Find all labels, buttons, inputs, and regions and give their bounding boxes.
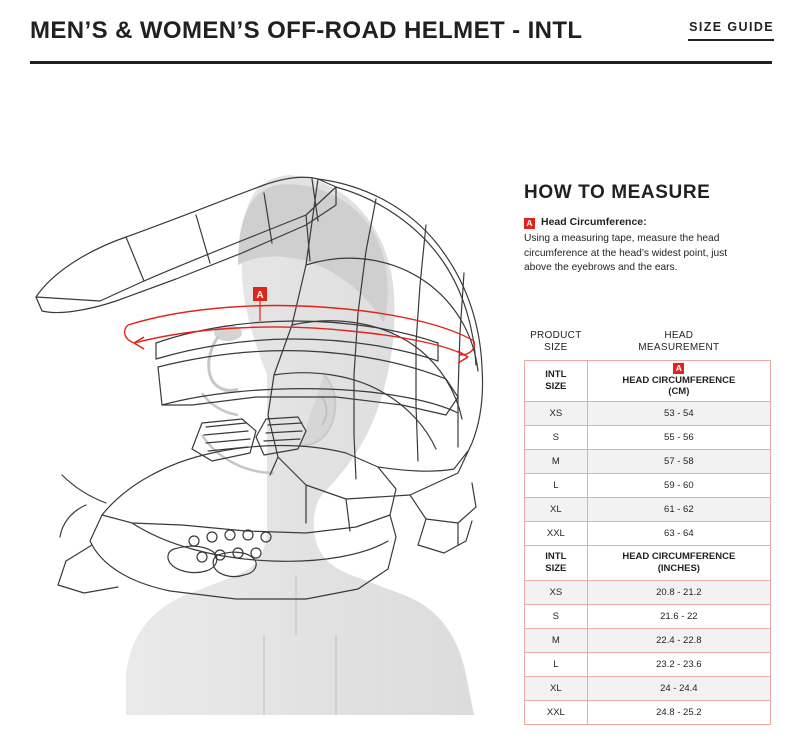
cell-size: S bbox=[525, 604, 588, 628]
cell-size: L bbox=[525, 652, 588, 676]
size-guide-underline bbox=[688, 39, 774, 41]
cell-measurement: 61 - 62 bbox=[587, 497, 770, 521]
cell-size: XS bbox=[525, 401, 588, 425]
subheader-head-circumference-cm-line1: HEAD CIRCUMFERENCE bbox=[622, 374, 736, 386]
cell-size: XXL bbox=[525, 521, 588, 545]
column-header-head-measurement-line1: HEAD bbox=[664, 330, 694, 341]
how-to-measure-panel bbox=[524, 182, 780, 276]
cell-measurement: 22.4 - 22.8 bbox=[587, 628, 770, 652]
badge-a-icon: A bbox=[524, 218, 535, 229]
subheader-intl-size-inches-line1: INTL bbox=[545, 551, 567, 562]
cell-measurement: 53 - 54 bbox=[587, 401, 770, 425]
column-header-product-size-line1: PRODUCT bbox=[530, 330, 582, 341]
table-subheader-inches bbox=[525, 545, 771, 580]
helmet-illustration bbox=[6, 75, 506, 715]
table-row bbox=[525, 700, 771, 724]
cell-size: M bbox=[525, 449, 588, 473]
size-chart-table bbox=[524, 330, 771, 725]
table-row bbox=[525, 449, 771, 473]
table-subheader-cm bbox=[525, 361, 771, 402]
size-guide-label: SIZE GUIDE bbox=[689, 19, 774, 34]
measure-item-head-circumference bbox=[524, 216, 780, 229]
cell-size: S bbox=[525, 425, 588, 449]
cell-measurement: 23.2 - 23.6 bbox=[587, 652, 770, 676]
table-row bbox=[525, 652, 771, 676]
cell-measurement: 20.8 - 21.2 bbox=[587, 580, 770, 604]
column-header-head-measurement bbox=[587, 330, 770, 361]
cell-measurement: 24 - 24.4 bbox=[587, 676, 770, 700]
measure-item-description: Using a measuring tape, measure the head circumference at the head’s widest point, just above the eyebrows and the ears. bbox=[524, 233, 728, 273]
table-row bbox=[525, 580, 771, 604]
size-guide-label-group bbox=[688, 20, 774, 43]
subheader-intl-size-cm-line2: SIZE bbox=[545, 380, 567, 392]
table-row bbox=[525, 604, 771, 628]
subheader-head-circumference-cm bbox=[587, 361, 770, 402]
cell-measurement: 55 - 56 bbox=[587, 425, 770, 449]
column-header-product-size bbox=[525, 330, 588, 361]
table-row bbox=[525, 628, 771, 652]
subheader-intl-size-inches bbox=[525, 545, 588, 580]
subheader-head-circumference-inches-line1: HEAD CIRCUMFERENCE bbox=[622, 551, 736, 562]
cell-size: XS bbox=[525, 580, 588, 604]
cell-measurement: 24.8 - 25.2 bbox=[587, 700, 770, 724]
subheader-intl-size-cm-line1: INTL bbox=[545, 369, 567, 381]
column-header-head-measurement-line2: MEASUREMENT bbox=[638, 342, 720, 353]
cell-measurement: 63 - 64 bbox=[587, 521, 770, 545]
how-to-measure-title: HOW TO MEASURE bbox=[524, 182, 711, 203]
table-row bbox=[525, 401, 771, 425]
table-row bbox=[525, 497, 771, 521]
column-header-product-size-line2: SIZE bbox=[544, 342, 568, 353]
cell-size: XL bbox=[525, 676, 588, 700]
table-row bbox=[525, 425, 771, 449]
measure-item-label: Head Circumference: bbox=[541, 216, 647, 228]
cell-measurement: 59 - 60 bbox=[587, 473, 770, 497]
header-divider bbox=[30, 61, 772, 64]
subheader-intl-size-inches-line2: SIZE bbox=[545, 562, 567, 574]
cell-size: XXL bbox=[525, 700, 588, 724]
table-row bbox=[525, 473, 771, 497]
svg-text:A: A bbox=[256, 290, 264, 301]
cell-size: L bbox=[525, 473, 588, 497]
cell-measurement: 57 - 58 bbox=[587, 449, 770, 473]
table-row bbox=[525, 521, 771, 545]
badge-a-icon-table: A bbox=[673, 363, 684, 374]
table-row bbox=[525, 676, 771, 700]
page-header bbox=[0, 0, 800, 62]
subheader-head-circumference-cm-unit: (CM) bbox=[668, 386, 690, 397]
table-column-headers bbox=[525, 330, 771, 361]
subheader-head-circumference-inches bbox=[587, 545, 770, 580]
subheader-head-circumference-inches-unit: (INCHES) bbox=[657, 562, 700, 574]
cell-size: XL bbox=[525, 497, 588, 521]
subheader-intl-size-cm bbox=[525, 361, 588, 402]
cell-measurement: 21.6 - 22 bbox=[587, 604, 770, 628]
page-title: MEN’S & WOMEN’S OFF-ROAD HELMET - INTL bbox=[30, 17, 583, 44]
cell-size: M bbox=[525, 628, 588, 652]
